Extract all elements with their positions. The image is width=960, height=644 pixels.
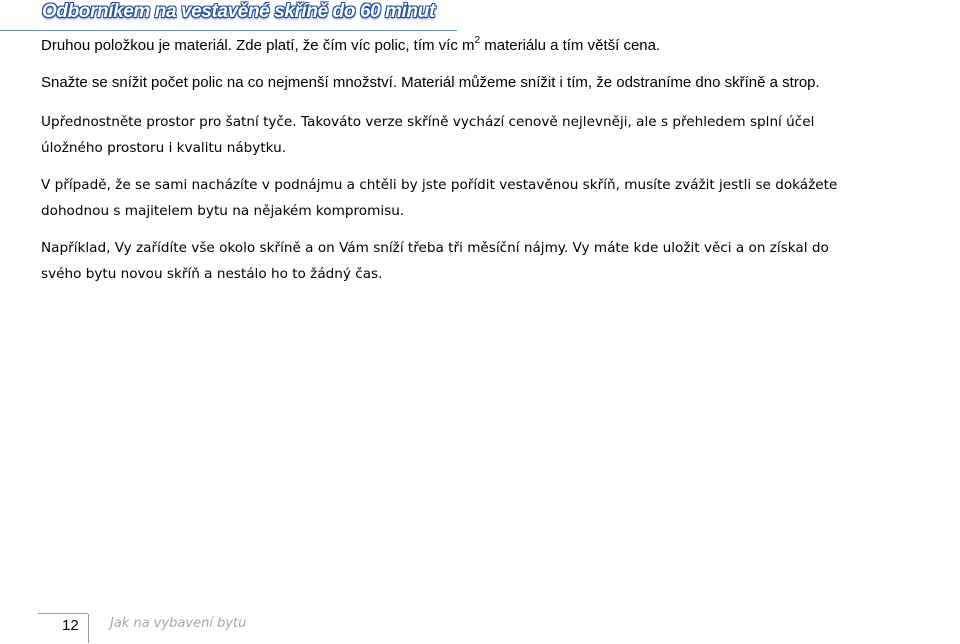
footer-top-rule: [38, 613, 88, 614]
header-logo: Odborníkem na vestavěné skříně do 60 minut: [42, 1, 435, 22]
header-divider: [0, 30, 457, 31]
superscript-two: 2: [474, 35, 481, 46]
paragraph-example-line1: Například, Vy zařídíte vše okolo skříně a on Vám sníží třeba tři měsíční nájmy. Vy máte kde uložit věci a on získal do: [41, 240, 829, 256]
page-number: 12: [62, 617, 79, 634]
paragraph-material-end: materiálu a tím větší cena.: [480, 37, 661, 54]
paragraph-sublease-line2: dohodnou s majitelem bytu na nějakém kompromisu.: [41, 203, 405, 219]
paragraph-reduce-shelves: Snažte se snížit počet polic na co nejmenší množství. Materiál můžeme snížit i tím, že odstraníme dno skříně a strop.: [41, 74, 820, 91]
paragraph-material: [41, 33, 660, 59]
paragraph-material-text: Druhou položkou je materiál. Zde platí, že čím víc polic, tím víc m: [41, 37, 475, 54]
paragraph-example-line2: svého bytu novou skříň a nestálo ho to žádný čas.: [41, 266, 383, 282]
footer-title: Jak na vybavení bytu: [110, 616, 247, 631]
paragraph-sublease-line1: V případě, že se sami nacházíte v podnájmu a chtěli by jste pořídit vestavěnou skříň, musíte zvážit jestli se dokážete: [41, 177, 838, 193]
footer-divider: [88, 614, 89, 643]
paragraph-rods-line1: Upřednostněte prostor pro šatní tyče. Takováto verze skříně vychází cenově nejlevněji, ale s přehledem splní účel: [41, 114, 815, 130]
paragraph-rods-line2: úložného prostoru i kvalitu nábytku.: [41, 140, 287, 156]
